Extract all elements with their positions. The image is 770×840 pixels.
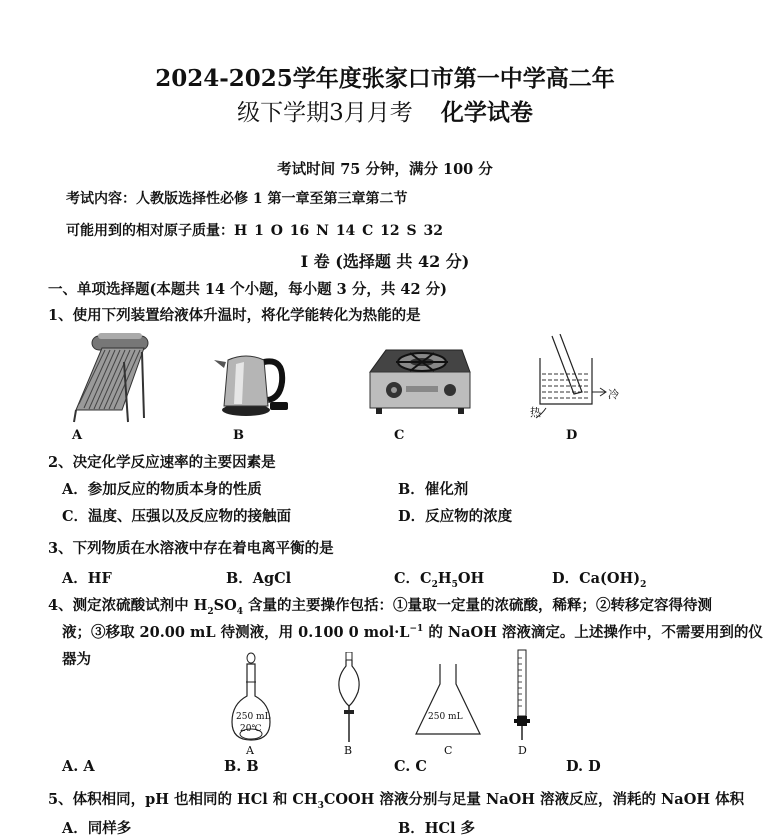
q3-stem: 3、下列物质在水溶液中存在着电离平衡的是 bbox=[48, 540, 334, 557]
q2-option-b: B．催化剂 bbox=[398, 481, 469, 498]
burette-image bbox=[512, 648, 532, 744]
q2-option-a: A．参加反应的物质本身的性质 bbox=[62, 481, 262, 498]
q4-stem-line1: 4、测定浓硫酸试剂中 $H_2SO_4$ 含量的主要操作包括：①量取一定量的浓硫酸，稀释；②转移定容得待测 bbox=[48, 597, 713, 617]
separatory-funnel-image bbox=[334, 652, 364, 746]
q4-option-a: A. A bbox=[62, 758, 95, 775]
q3-option-b: B．AgCl bbox=[226, 570, 292, 587]
erlenmeyer-flask-image bbox=[412, 662, 484, 738]
q2-option-d: D．反应物的浓度 bbox=[398, 508, 513, 525]
exam-title-line2 bbox=[0, 94, 770, 127]
q4-option-d: D. D bbox=[566, 758, 601, 775]
instr-label-a: A bbox=[246, 744, 254, 757]
instr-label-b: B bbox=[344, 744, 353, 757]
d-hot-label: 热 bbox=[530, 406, 541, 419]
q1-label-a: A bbox=[72, 428, 83, 443]
q3-option-d: D．$Ca(OH)_2$ bbox=[552, 570, 647, 590]
part1-heading: 一、单项选择题(本题共 14 个小题，每小题 3 分，共 42 分) bbox=[48, 281, 447, 298]
d-cold-label: 冷 bbox=[608, 388, 619, 401]
q1-label-b: B bbox=[233, 428, 244, 443]
q4-option-c: C. C bbox=[394, 758, 427, 775]
exam-time: 考试时间 75 分钟，满分 100 分 bbox=[277, 161, 493, 178]
instr-label-c: C bbox=[444, 744, 453, 757]
q5-stem: 5、体积相同，pH 也相同的 HCl 和 $CH_3COOH$ 溶液分别与足量 NaOH 溶液反应，消耗的 NaOH 体积 bbox=[48, 791, 745, 811]
electric-kettle-image bbox=[212, 346, 294, 418]
q4-option-b: B. B bbox=[224, 758, 259, 775]
q3-option-c: C．$C_2H_5OH$ bbox=[394, 570, 485, 590]
q2-stem: 2、决定化学反应速率的主要因素是 bbox=[48, 454, 276, 471]
q1-label-c: C bbox=[394, 428, 405, 443]
flask-temp-label: 20℃ bbox=[240, 724, 262, 734]
exam-title-line1: 2024-2025学年度张家口市第一中学高二年 bbox=[155, 65, 615, 92]
q4-stem-line2: 液；③移取 20.00 mL 待测液，用 0.100 0 $mol\cdot L^{-1}$ 的 NaOH 溶液滴定。上述操作中，不需要用到的仪 bbox=[62, 624, 763, 641]
beaker-heat-exchange-diagram bbox=[526, 334, 626, 420]
subject-title: 化学试卷 bbox=[440, 99, 533, 126]
q5-option-a: A．同样多 bbox=[62, 820, 132, 837]
section-title: Ⅰ 卷 (选择题 共 42 分) bbox=[300, 252, 470, 271]
q3-option-a: A．HF bbox=[62, 570, 112, 587]
erlenmeyer-volume-label: 250 mL bbox=[428, 712, 463, 722]
atomic-mass: 可能用到的相对原子质量：H 1 O 16 N 14 C 12 S 32 bbox=[66, 223, 444, 239]
exam-content: 考试内容：人教版选择性必修 1 第一章至第三章第二节 bbox=[66, 191, 408, 207]
q1-stem: 1、使用下列装置给液体升温时，将化学能转化为热能的是 bbox=[48, 307, 421, 324]
title-term: 级下学期3月月考 bbox=[237, 100, 413, 126]
gas-stove-image bbox=[366, 344, 474, 418]
solar-heater-image bbox=[62, 332, 152, 424]
flask-volume-label: 250 mL bbox=[236, 712, 271, 722]
q5-option-b: B．HCl 多 bbox=[398, 820, 476, 837]
q1-label-d: D bbox=[566, 428, 578, 443]
q2-option-c: C．温度、压强以及反应物的接触面 bbox=[62, 508, 292, 525]
instr-label-d: D bbox=[518, 744, 527, 757]
q4-stem-line3: 器为 bbox=[62, 651, 91, 668]
